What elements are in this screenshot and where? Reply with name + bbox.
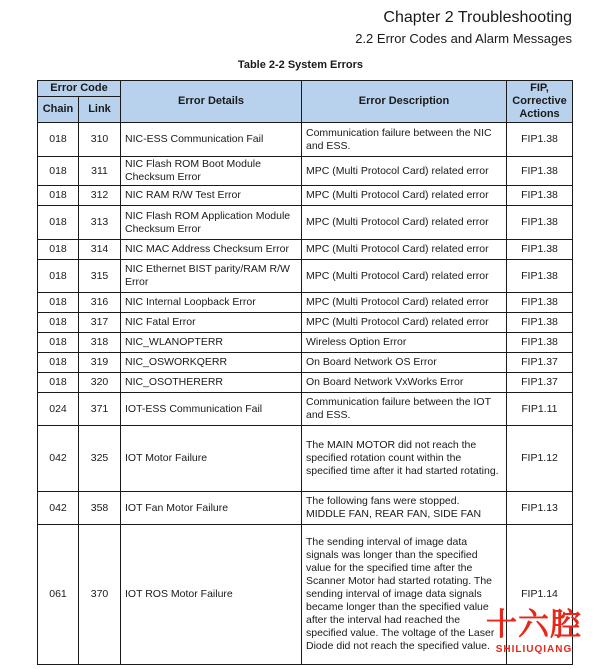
error-details-cell: IOT ROS Motor Failure [121,525,302,665]
fip-cell: FIP1.13 [507,492,573,525]
fip-cell: FIP1.38 [507,333,573,353]
table-row [38,157,573,186]
error-details-cell: NIC RAM R/W Test Error [121,186,302,206]
section-heading: 2.2 Error Codes and Alarm Messages [355,31,572,46]
chain-cell: 018 [38,123,79,157]
link-cell: 317 [79,313,121,333]
fip-cell: FIP1.38 [507,186,573,206]
error-description-cell: On Board Network OS Error [302,353,507,373]
fip-cell: FIP1.38 [507,260,573,293]
chain-cell: 018 [38,260,79,293]
chain-cell: 018 [38,293,79,313]
link-cell: 314 [79,240,121,260]
fip-cell: FIP1.38 [507,293,573,313]
link-cell: 358 [79,492,121,525]
table-row [38,240,573,260]
table-row [38,492,573,525]
chain-cell: 018 [38,157,79,186]
table-row [38,353,573,373]
fip-cell: FIP1.12 [507,426,573,492]
watermark-logo [472,608,596,664]
chain-cell: 042 [38,492,79,525]
link-cell: 313 [79,206,121,240]
table-row [38,313,573,333]
system-errors-table [37,80,573,665]
chain-cell: 018 [38,333,79,353]
link-cell: 315 [79,260,121,293]
error-details-header: Error Details [121,81,302,123]
link-cell: 370 [79,525,121,665]
chain-cell: 018 [38,373,79,393]
error-description-cell: MPC (Multi Protocol Card) related error [302,186,507,206]
table-row [38,206,573,240]
watermark-latin: SHILIUQIANG [495,644,573,655]
chain-cell: 018 [38,313,79,333]
link-cell: 319 [79,353,121,373]
chain-header: Chain [38,97,79,123]
error-description-cell: The following fans were stopped. MIDDLE FAN, REAR FAN, SIDE FAN [302,492,507,525]
link-cell: 312 [79,186,121,206]
fip-cell: FIP1.38 [507,313,573,333]
chain-cell: 018 [38,186,79,206]
chain-cell: 018 [38,353,79,373]
link-cell: 325 [79,426,121,492]
error-details-cell: IOT Fan Motor Failure [121,492,302,525]
fip-cell: FIP1.38 [507,123,573,157]
error-description-cell: MPC (Multi Protocol Card) related error [302,313,507,333]
chain-cell: 018 [38,206,79,240]
fip-cell: FIP1.14 [507,525,573,665]
fip-cell: FIP1.37 [507,373,573,393]
error-description-cell: MPC (Multi Protocol Card) related error [302,157,507,186]
error-description-header: Error Description [302,81,507,123]
error-details-cell: NIC Fatal Error [121,313,302,333]
error-details-cell: NIC-ESS Communication Fail [121,123,302,157]
table-row [38,333,573,353]
table-row [38,186,573,206]
error-description-cell: The MAIN MOTOR did not reach the specified rotation count within the specified time after it had started rotating. [302,426,507,492]
table-row [38,393,573,426]
fip-cell: FIP1.38 [507,240,573,260]
table-body [38,123,573,665]
link-header: Link [79,97,121,123]
table-caption: Table 2-2 System Errors [237,59,364,71]
link-cell: 320 [79,373,121,393]
error-details-cell: NIC Ethernet BIST parity/RAM R/W Error [121,260,302,293]
table-row [38,373,573,393]
link-cell: 311 [79,157,121,186]
error-details-cell: IOT-ESS Communication Fail [121,393,302,426]
link-cell: 316 [79,293,121,313]
fip-cell: FIP1.37 [507,353,573,373]
fip-header: FIP, Corrective Actions [507,81,573,123]
table-row [38,260,573,293]
error-description-cell: MPC (Multi Protocol Card) related error [302,206,507,240]
link-cell: 310 [79,123,121,157]
error-description-cell: MPC (Multi Protocol Card) related error [302,240,507,260]
error-description-cell: Communication failure between the IOT and ESS. [302,393,507,426]
error-details-cell: NIC_WLANOPTERR [121,333,302,353]
error-details-cell: NIC_OSOTHERERR [121,373,302,393]
error-description-cell: The sending interval of image data signals was longer than the specified value for the specified time after the Scanner Motor had started rotating. The sending interval of image data signals became longer than the specified value after the interval had reached the specified value. The voltage of the Laser Diode did not reach the specified value. [302,525,507,665]
chain-cell: 061 [38,525,79,665]
chain-cell: 042 [38,426,79,492]
link-cell: 318 [79,333,121,353]
error-code-header: Error Code [38,81,121,97]
error-details-cell: NIC_OSWORKQERR [121,353,302,373]
watermark-chinese: 十六腔 [486,607,582,643]
chain-cell: 024 [38,393,79,426]
error-description-cell: MPC (Multi Protocol Card) related error [302,260,507,293]
error-details-cell: NIC Internal Loopback Error [121,293,302,313]
error-details-cell: NIC MAC Address Checksum Error [121,240,302,260]
error-details-cell: NIC Flash ROM Boot Module Checksum Error [121,157,302,186]
error-description-cell: Wireless Option Error [302,333,507,353]
chapter-heading: Chapter 2 Troubleshooting [383,9,572,26]
fip-cell: FIP1.38 [507,206,573,240]
fip-cell: FIP1.11 [507,393,573,426]
table-row [38,426,573,492]
table-row [38,123,573,157]
error-description-cell: Communication failure between the NIC and ESS. [302,123,507,157]
error-details-cell: IOT Motor Failure [121,426,302,492]
error-description-cell: MPC (Multi Protocol Card) related error [302,293,507,313]
link-cell: 371 [79,393,121,426]
error-details-cell: NIC Flash ROM Application Module Checksum Error [121,206,302,240]
fip-cell: FIP1.38 [507,157,573,186]
chain-cell: 018 [38,240,79,260]
error-description-cell: On Board Network VxWorks Error [302,373,507,393]
table-row [38,293,573,313]
